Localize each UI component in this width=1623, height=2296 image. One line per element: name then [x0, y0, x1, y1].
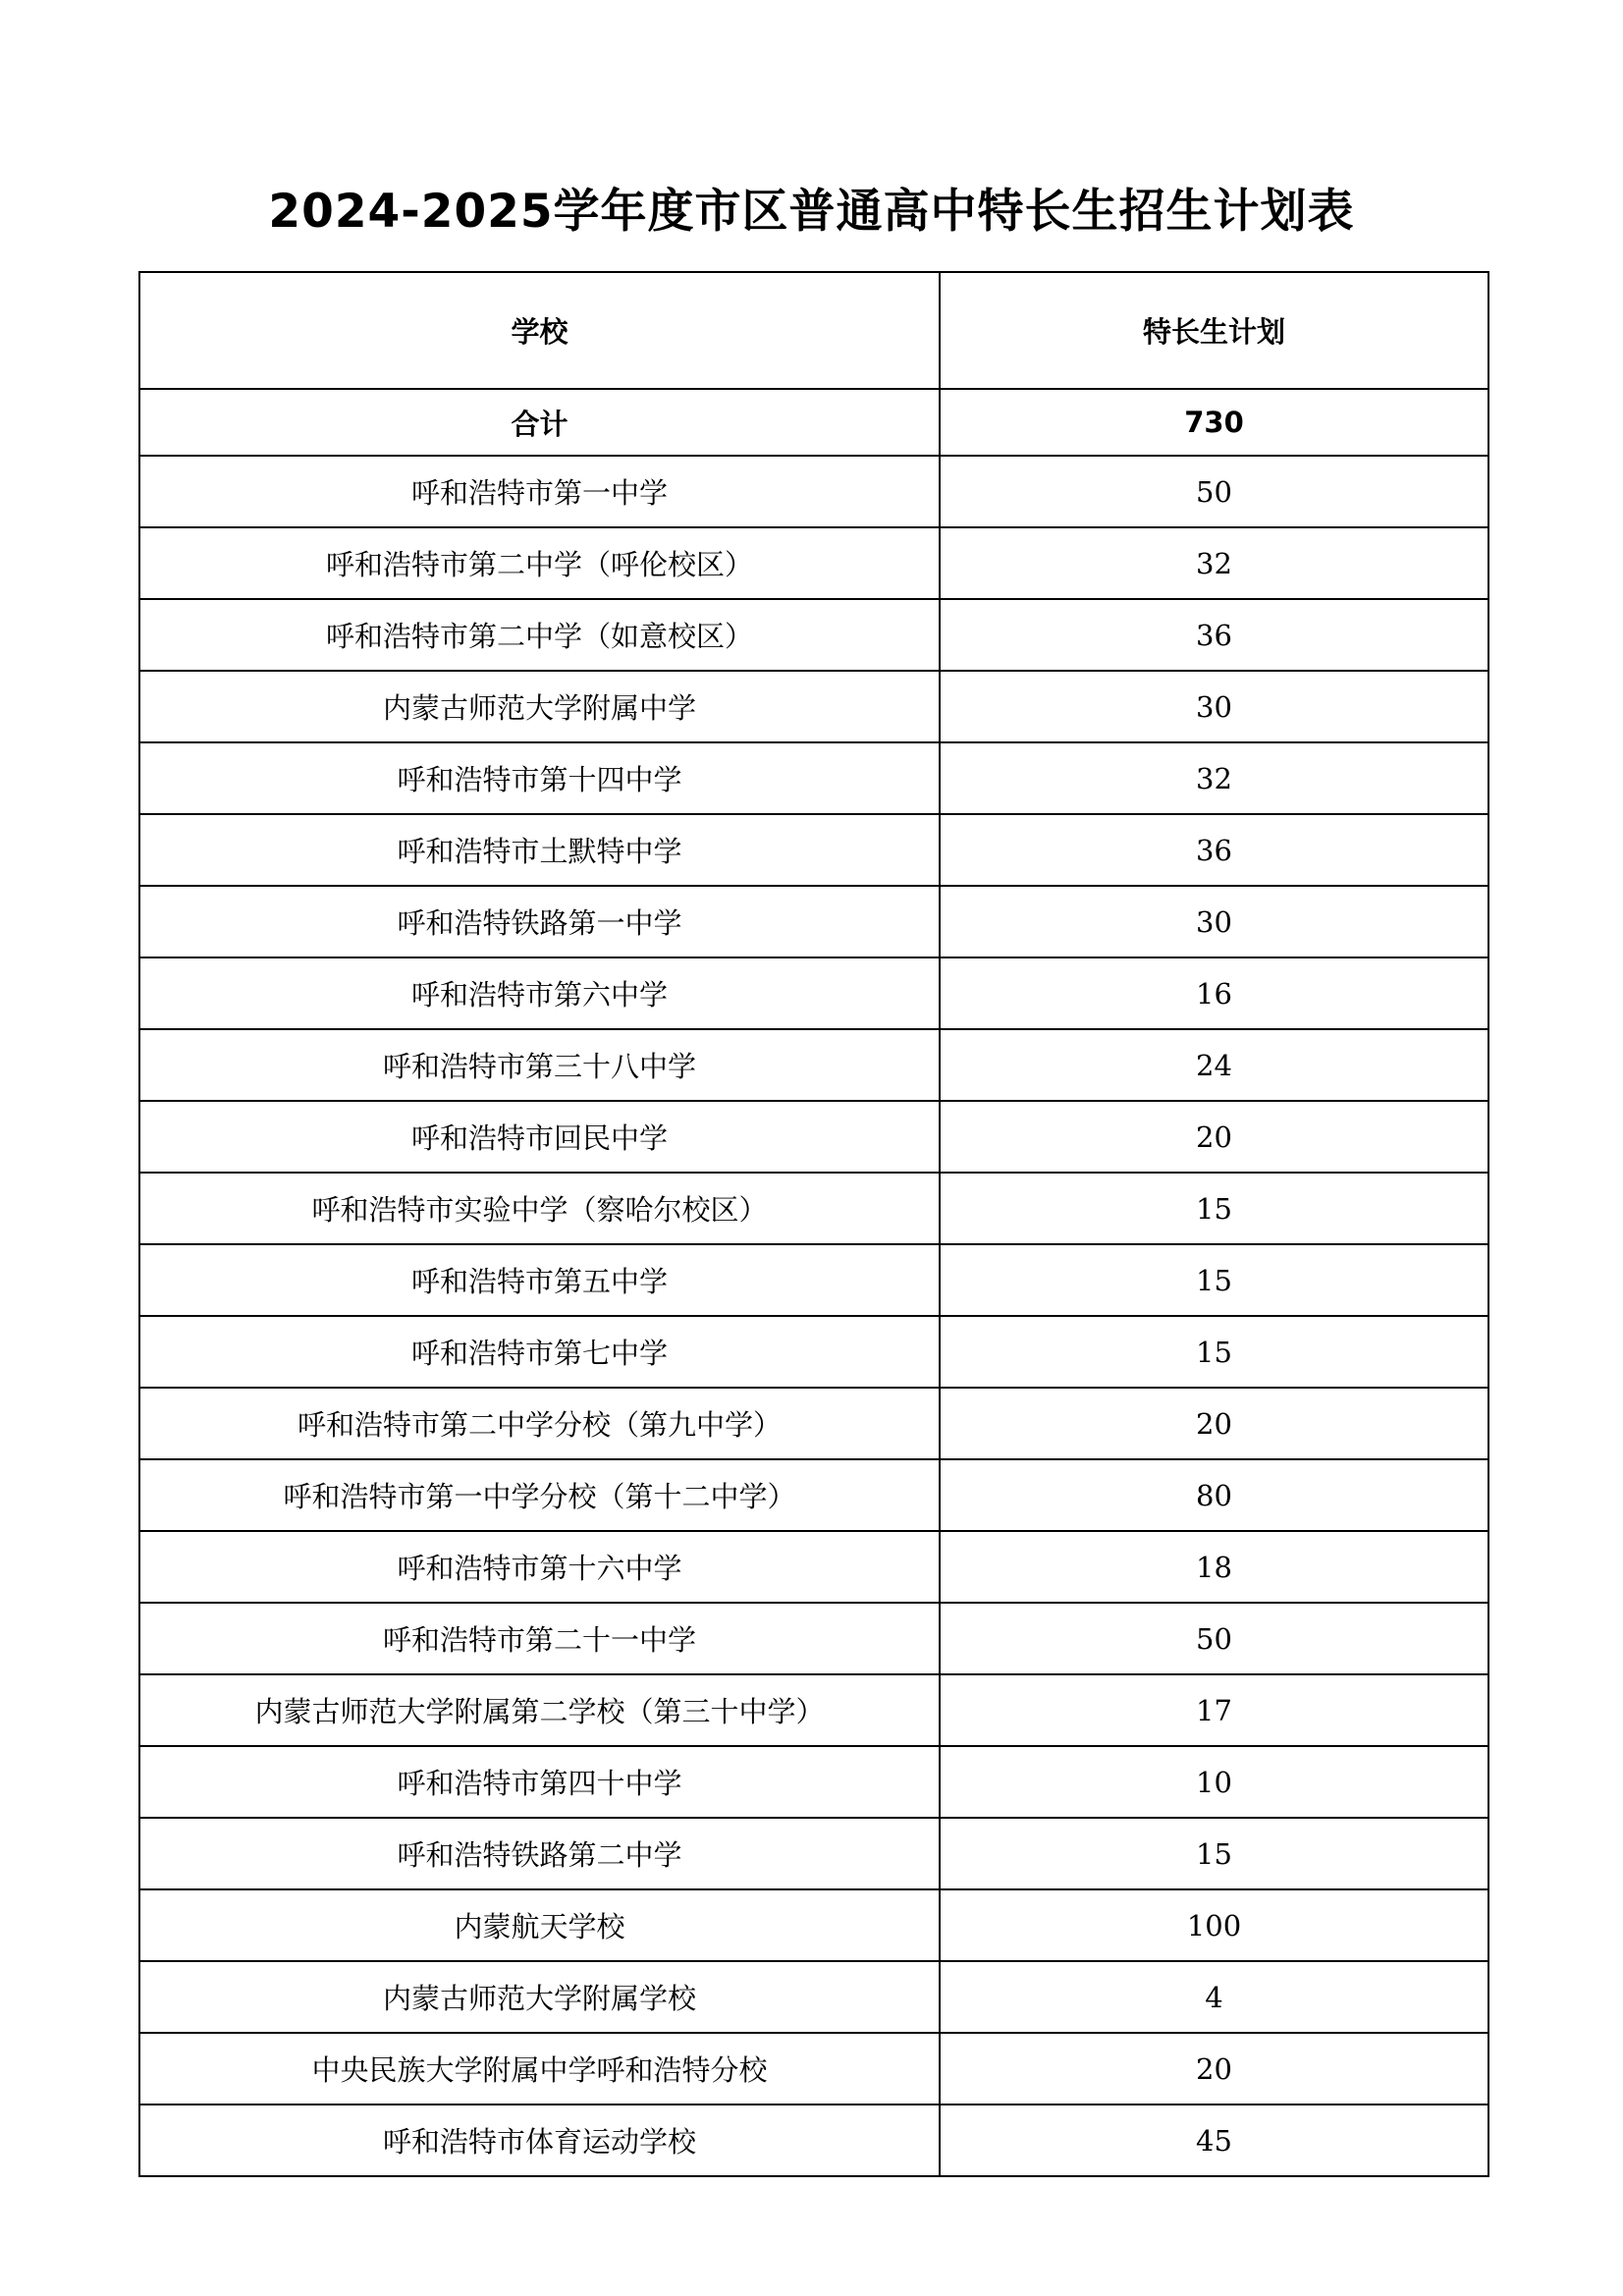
document-title: 2024-2025学年度市区普通高中特长生招生计划表 [268, 185, 1355, 239]
plan-count-cell: 30 [940, 671, 1488, 742]
plan-count-cell: 18 [940, 1531, 1488, 1603]
plan-count-cell: 4 [940, 1961, 1488, 2033]
total-row [139, 389, 1488, 456]
school-name-cell: 呼和浩特市土默特中学 [139, 814, 940, 886]
table-row [139, 1029, 1488, 1101]
plan-count-cell: 16 [940, 957, 1488, 1029]
table-row [139, 886, 1488, 957]
plan-count-cell: 80 [940, 1459, 1488, 1531]
plan-count-cell: 15 [940, 1173, 1488, 1244]
school-name-cell: 呼和浩特市第二中学分校（第九中学） [139, 1388, 940, 1459]
plan-count-cell: 30 [940, 886, 1488, 957]
table-row [139, 1818, 1488, 1889]
total-value: 730 [940, 389, 1488, 456]
school-name-cell: 呼和浩特市第一中学 [139, 456, 940, 527]
plan-count-cell: 17 [940, 1674, 1488, 1746]
plan-count-cell: 20 [940, 2033, 1488, 2105]
school-name-cell: 呼和浩特市第二中学（如意校区） [139, 599, 940, 671]
table-row [139, 456, 1488, 527]
plan-count-cell: 10 [940, 1746, 1488, 1818]
table-row [139, 1173, 1488, 1244]
table-row [139, 1531, 1488, 1603]
total-label: 合计 [139, 389, 940, 456]
header-school: 学校 [139, 272, 940, 389]
table-row [139, 957, 1488, 1029]
school-name-cell: 呼和浩特市第五中学 [139, 1244, 940, 1316]
table-row [139, 1388, 1488, 1459]
plan-count-cell: 15 [940, 1818, 1488, 1889]
school-name-cell: 呼和浩特市第七中学 [139, 1316, 940, 1388]
table-row [139, 2105, 1488, 2176]
plan-count-cell: 32 [940, 527, 1488, 599]
school-name-cell: 呼和浩特市第四十中学 [139, 1746, 940, 1818]
school-name-cell: 呼和浩特市第一中学分校（第十二中学） [139, 1459, 940, 1531]
header-plan: 特长生计划 [940, 272, 1488, 389]
table-row [139, 742, 1488, 814]
school-name-cell: 内蒙古师范大学附属第二学校（第三十中学） [139, 1674, 940, 1746]
school-name-cell: 呼和浩特铁路第一中学 [139, 886, 940, 957]
table-row [139, 1961, 1488, 2033]
school-name-cell: 内蒙航天学校 [139, 1889, 940, 1961]
school-name-cell: 呼和浩特铁路第二中学 [139, 1818, 940, 1889]
school-name-cell: 呼和浩特市实验中学（察哈尔校区） [139, 1173, 940, 1244]
school-name-cell: 呼和浩特市第二中学（呼伦校区） [139, 527, 940, 599]
school-name-cell: 中央民族大学附属中学呼和浩特分校 [139, 2033, 940, 2105]
table-row [139, 1674, 1488, 1746]
school-name-cell: 呼和浩特市第六中学 [139, 957, 940, 1029]
table-row [139, 599, 1488, 671]
plan-count-cell: 24 [940, 1029, 1488, 1101]
school-name-cell: 呼和浩特市回民中学 [139, 1101, 940, 1173]
school-name-cell: 内蒙古师范大学附属中学 [139, 671, 940, 742]
plan-count-cell: 15 [940, 1316, 1488, 1388]
plan-count-cell: 50 [940, 456, 1488, 527]
table-row [139, 2033, 1488, 2105]
table-row [139, 1316, 1488, 1388]
school-name-cell: 呼和浩特市第三十八中学 [139, 1029, 940, 1101]
plan-count-cell: 36 [940, 599, 1488, 671]
enrollment-plan-table [138, 271, 1489, 2177]
table-row [139, 1244, 1488, 1316]
plan-count-cell: 32 [940, 742, 1488, 814]
school-name-cell: 内蒙古师范大学附属学校 [139, 1961, 940, 2033]
table-row [139, 527, 1488, 599]
plan-count-cell: 50 [940, 1603, 1488, 1674]
plan-count-cell: 36 [940, 814, 1488, 886]
school-name-cell: 呼和浩特市第十六中学 [139, 1531, 940, 1603]
table-row [139, 1889, 1488, 1961]
table-row [139, 1459, 1488, 1531]
plan-count-cell: 100 [940, 1889, 1488, 1961]
table-header-row [139, 272, 1488, 389]
table-row [139, 1603, 1488, 1674]
plan-count-cell: 45 [940, 2105, 1488, 2176]
school-name-cell: 呼和浩特市第二十一中学 [139, 1603, 940, 1674]
plan-count-cell: 20 [940, 1388, 1488, 1459]
table-row [139, 671, 1488, 742]
plan-count-cell: 15 [940, 1244, 1488, 1316]
school-name-cell: 呼和浩特市体育运动学校 [139, 2105, 940, 2176]
table-row [139, 1746, 1488, 1818]
school-name-cell: 呼和浩特市第十四中学 [139, 742, 940, 814]
table-row [139, 814, 1488, 886]
plan-count-cell: 20 [940, 1101, 1488, 1173]
table-row [139, 1101, 1488, 1173]
